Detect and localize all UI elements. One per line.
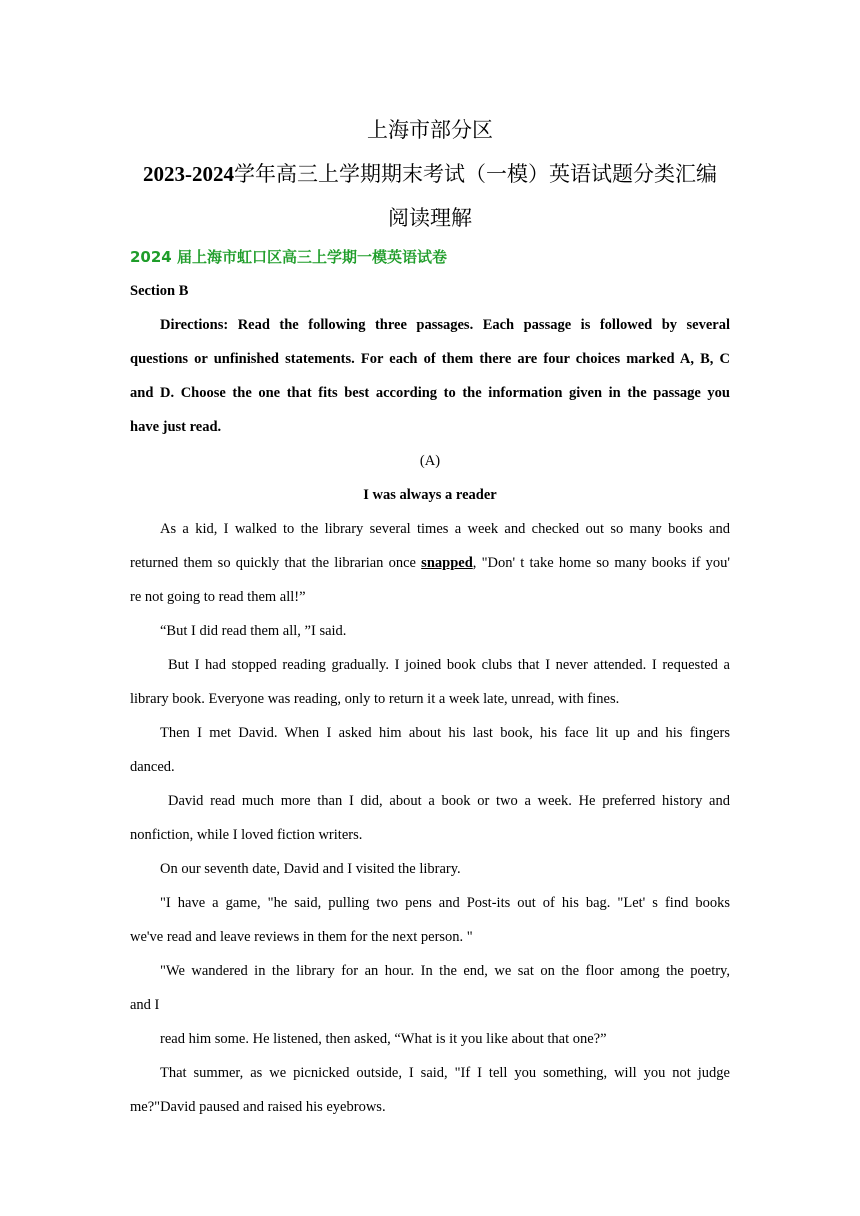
paragraph-5-line-1: David read much more than I did, about a book or two a week. He preferred history and <box>168 793 730 809</box>
paragraph-2: “But I did read them all, ”I said. <box>160 623 347 639</box>
directions-line-2: questions or unfinished statements. For each of them there are four choices marked A, B, C <box>130 351 730 367</box>
passage-title: I was always a reader <box>363 487 497 503</box>
paragraph-1-line-1: As a kid, I walked to the library several times a week and checked out so many books and <box>160 521 730 537</box>
paragraph-3-line-2: library book. Everyone was reading, only to return it a week late, unread, with fines. <box>130 691 620 707</box>
source-title: 2024 届上海市虹口区高三上学期一模英语试卷 <box>130 248 447 266</box>
doc-title-exam <box>130 152 730 196</box>
paragraph-1-line-2 <box>130 546 730 580</box>
directions-line-1: Directions: Read the following three passages. Each passage is followed by several <box>160 317 730 333</box>
paragraph-9: read him some. He listened, then asked, “What is it you like about that one?” <box>160 1031 607 1047</box>
paragraph-10-line-1: That summer, as we picnicked outside, I said, "If I tell you something, will you not judge <box>160 1065 730 1081</box>
paragraph-1-text: returned them so quickly that the librarian once <box>130 555 422 571</box>
document-page <box>130 108 730 1124</box>
doc-title-rest: 学年高三上学期期末考试（一模）英语试题分类汇编 <box>234 162 717 186</box>
directions-line-4: have just read. <box>130 419 222 435</box>
doc-title-topic: 阅读理解 <box>388 206 472 230</box>
paragraph-5-line-2: nonfiction, while I loved fiction writers. <box>130 827 363 843</box>
passage-label: (A) <box>419 453 441 469</box>
paragraph-4-line-1: Then I met David. When I asked him about his last book, his face lit up and his fingers <box>160 725 730 741</box>
doc-title-year: 2023-2024 <box>143 162 234 186</box>
paragraph-3-line-1: But I had stopped reading gradually. I joined book clubs that I never attended. I requested a <box>168 657 730 673</box>
paragraph-4-line-2: danced. <box>130 759 175 775</box>
paragraph-8-line-2: and I <box>130 997 160 1013</box>
paragraph-8-line-1: "We wandered in the library for an hour. In the end, we sat on the floor among the poetry, <box>160 963 730 979</box>
paragraph-10-line-2: me?"David paused and raised his eyebrows. <box>130 1099 386 1115</box>
section-label: Section B <box>130 283 189 299</box>
paragraph-6: On our seventh date, David and I visited the library. <box>160 861 461 877</box>
directions-line-3: and D. Choose the one that fits best according to the information given in the passage you <box>130 385 730 401</box>
underlined-word: snapped <box>421 555 473 571</box>
doc-title-region: 上海市部分区 <box>367 118 493 142</box>
paragraph-7-line-2: we've read and leave reviews in them for the next person. " <box>130 929 473 945</box>
paragraph-1-quote: , "Don' t take home so many books if you' <box>472 555 730 571</box>
paragraph-7-line-1: "I have a game, "he said, pulling two pens and Post-its out of his bag. "Let' s find books <box>160 895 730 911</box>
paragraph-1-line-3: re not going to read them all!” <box>130 589 306 605</box>
